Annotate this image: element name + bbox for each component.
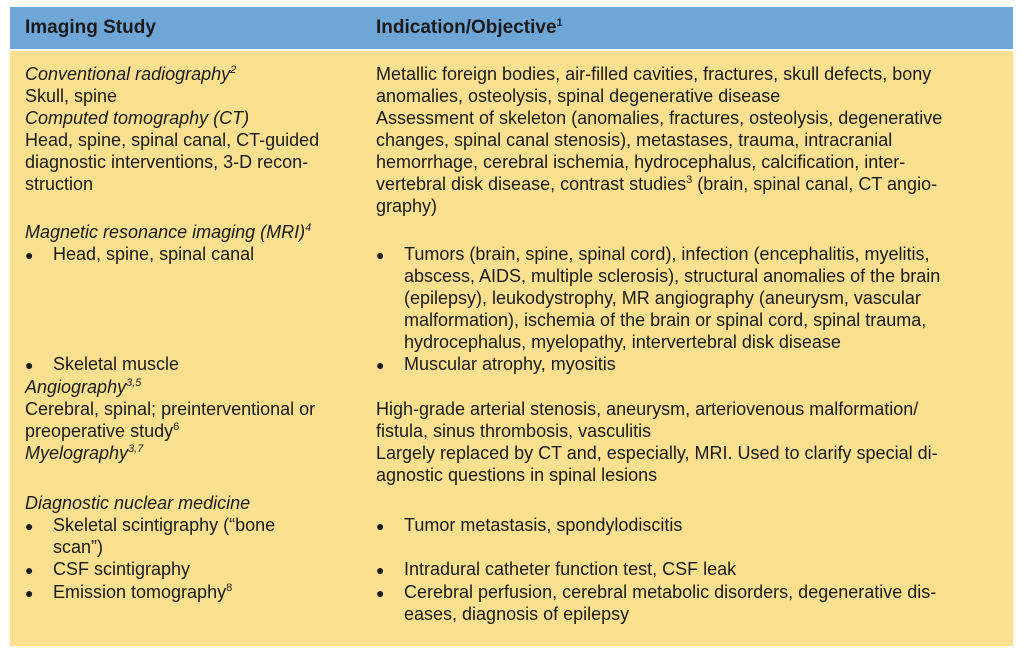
footnote-ref: 2 bbox=[230, 64, 237, 76]
bullet-icon: ● bbox=[25, 562, 34, 578]
table-row bbox=[10, 442, 1013, 486]
table-body bbox=[10, 63, 1013, 625]
indication-line: Largely replaced by CT and, especially, MRI. Used to clarify special di- bbox=[376, 443, 938, 463]
study-cell bbox=[10, 492, 361, 514]
header-indication bbox=[376, 7, 563, 49]
bullet-icon: ● bbox=[25, 518, 34, 534]
table-row bbox=[10, 243, 1013, 353]
indication-line: hemorrhage, cerebral ischemia, hydrocephalus, calcification, inter- bbox=[376, 152, 906, 172]
imaging-table bbox=[10, 7, 1013, 646]
bullet-icon: ● bbox=[25, 247, 34, 263]
list-item: ● Tumor metastasis, spondylodiscitis bbox=[376, 515, 683, 535]
indication-line: hydrocephalus, myelopathy, intervertebral disk disease bbox=[404, 332, 841, 352]
study-cell bbox=[10, 107, 361, 217]
table-row bbox=[10, 492, 1013, 514]
study-title: Angiography$^{3,5}$ bbox=[25, 377, 142, 397]
list-item: ● Skeletal scintigraphy (“bone scan”) bbox=[25, 515, 276, 557]
bullet-icon: ● bbox=[376, 357, 385, 373]
indication-line: malformation), ischemia of the brain or spinal cord, spinal trauma, bbox=[404, 310, 927, 330]
study-cell bbox=[10, 221, 361, 243]
study-cell bbox=[10, 514, 361, 558]
bullet-icon: ● bbox=[25, 585, 34, 601]
study-cell bbox=[10, 243, 361, 353]
study-sub: struction bbox=[25, 174, 94, 194]
indication-cell bbox=[361, 492, 1001, 514]
study-cell bbox=[10, 442, 361, 486]
list-item: ● CSF scintigraphy bbox=[25, 559, 191, 579]
bullet-icon: ● bbox=[376, 247, 385, 263]
list-item bbox=[376, 243, 1001, 353]
header-indication-label: Indication/Objective bbox=[376, 17, 557, 38]
indication-cell bbox=[361, 221, 1001, 243]
table-row bbox=[10, 558, 1013, 581]
table-row bbox=[10, 581, 1013, 625]
indication-cell bbox=[361, 581, 1001, 625]
footnote-ref: 1 bbox=[556, 17, 563, 29]
footnote-ref: 3,7 bbox=[128, 443, 144, 455]
study-title: Diagnostic nuclear medicine bbox=[25, 493, 251, 513]
indication-cell bbox=[361, 243, 1001, 353]
study-cell bbox=[10, 63, 361, 107]
footnote-ref: 8 bbox=[226, 582, 233, 594]
table-row bbox=[10, 107, 1013, 217]
header-imaging-study: Imaging Study bbox=[25, 17, 156, 38]
table-row bbox=[10, 514, 1013, 558]
indication-line: graphy) bbox=[376, 196, 438, 216]
study-sub: preoperative study$^6$ bbox=[25, 421, 180, 441]
list-item: ● Intradural catheter function test, CSF leak bbox=[376, 559, 737, 579]
indication-line: High-grade arterial stenosis, aneurysm, arteriovenous malformation/ bbox=[376, 399, 919, 419]
indication-cell bbox=[361, 376, 1001, 442]
study-sub: Cerebral, spinal; preinterventional or bbox=[25, 399, 316, 419]
list-item: ● Head, spine, spinal canal bbox=[25, 244, 255, 264]
indication-line: changes, spinal canal stenosis), metastases, trauma, intracranial bbox=[376, 130, 893, 150]
indication-line: Metallic foreign bodies, air-filled cavities, fractures, skull defects, bony bbox=[376, 64, 932, 84]
indication-line: anomalies, osteolysis, spinal degenerative disease bbox=[376, 86, 781, 106]
study-cell bbox=[10, 558, 361, 581]
study-title: Myelography$^{3,7}$ bbox=[25, 443, 144, 463]
table-row bbox=[10, 63, 1013, 107]
footnote-ref: 3,5 bbox=[126, 377, 142, 389]
footnote-ref: 4 bbox=[305, 222, 312, 234]
indication-cell bbox=[361, 514, 1001, 558]
table-row bbox=[10, 376, 1013, 442]
indication-line: (epilepsy), leukodystrophy, MR angiography (aneurysm, vascular bbox=[404, 288, 921, 308]
table-row bbox=[10, 353, 1013, 376]
list-item: ● Emission tomography$^8$ bbox=[25, 582, 233, 602]
indication-cell bbox=[361, 63, 1001, 107]
list-item: ● Muscular atrophy, myositis bbox=[376, 354, 616, 374]
indication-line: agnostic questions in spinal lesions bbox=[376, 465, 658, 485]
indication-cell bbox=[361, 442, 1001, 486]
list-item: ● Skeletal muscle bbox=[25, 354, 180, 374]
bullet-icon: ● bbox=[376, 562, 385, 578]
study-title: Computed tomography (CT) bbox=[25, 108, 250, 128]
list-item: ● Cerebral perfusion, cerebral metabolic disorders, degenerative dis- eases, diagnosis of epilepsy bbox=[376, 582, 937, 624]
bullet-icon: ● bbox=[376, 518, 385, 534]
indication-cell bbox=[361, 558, 1001, 581]
indication-line: fistula, sinus thrombosis, vasculitis bbox=[376, 421, 652, 441]
bullet-icon: ● bbox=[376, 585, 385, 601]
indication-line: Tumors (brain, spine, spinal cord), infection (encephalitis, myelitis, bbox=[404, 244, 930, 264]
table-row bbox=[10, 221, 1013, 243]
footnote-ref: 3 bbox=[686, 174, 693, 186]
study-cell bbox=[10, 581, 361, 625]
study-title: Conventional radiography$^2$ bbox=[25, 64, 237, 84]
study-title: Magnetic resonance imaging (MRI)$^4$ bbox=[25, 222, 312, 242]
indication-line: Assessment of skeleton (anomalies, fractures, osteolysis, degenerative bbox=[376, 108, 943, 128]
indication-cell bbox=[361, 107, 1001, 217]
indication-line: abscess, AIDS, multiple sclerosis), structural anomalies of the brain bbox=[404, 266, 941, 286]
indication-line: vertebral disk disease, contrast studies$^3$ (brain, spinal canal, CT angio- bbox=[376, 174, 938, 194]
study-sub: Head, spine, spinal canal, CT-guided bbox=[25, 130, 320, 150]
indication-cell bbox=[361, 353, 1001, 376]
study-sub: diagnostic interventions, 3-D recon- bbox=[25, 152, 309, 172]
study-cell bbox=[10, 353, 361, 376]
study-cell bbox=[10, 376, 361, 442]
bullet-icon: ● bbox=[25, 357, 34, 373]
footnote-ref: 6 bbox=[173, 421, 180, 433]
study-sub: Skull, spine bbox=[25, 86, 118, 106]
table-header bbox=[10, 7, 1013, 51]
